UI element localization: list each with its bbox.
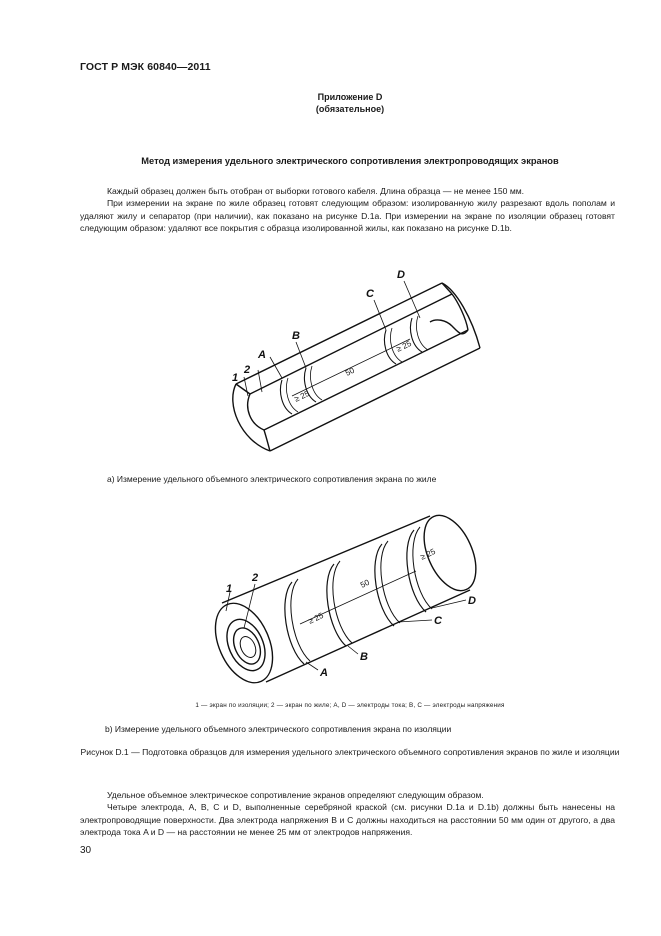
fig-b-bottom-edge bbox=[266, 590, 470, 682]
fig-b-electrode-A bbox=[285, 582, 304, 664]
closing-text bbox=[80, 789, 615, 838]
fig-a-label-C: C bbox=[366, 288, 374, 300]
fig-a-label-2: 2 bbox=[244, 364, 251, 376]
fig-a-label-A: A bbox=[258, 349, 266, 361]
fig-b-label-2: 2 bbox=[252, 572, 259, 584]
fig-a-dim-cd: ≥ 25 bbox=[394, 338, 413, 354]
fig-b-electrode-B bbox=[327, 564, 346, 646]
fig-b-electrode-D bbox=[407, 530, 426, 612]
figure-title: Рисунок D.1 — Подготовка образцов для измерения удельного электрического объемного сопротивления экранов по жиле и изоляции bbox=[80, 747, 620, 757]
intro-paragraph-2: При измерении на экране по жиле образец готовят следующим образом: изолированную жилу разрезают вдоль пополам и удаляют жилу и сепаратор (при наличии), как показано на рисунке D.1a. При измерении на экране по изоляции образец готовят следующим образом: удаляют все покрытия с образца изолированной жилы, как показано на рисунке D.1b. bbox=[80, 198, 615, 233]
closing-paragraph-1: Удельное объемное электрическое сопротивление экранов определяют следующим образом. bbox=[107, 790, 484, 800]
fig-b-label-1: 1 bbox=[226, 583, 233, 595]
figure-b-caption: b) Измерение удельного объемного электрического сопротивления экрана по изоляции bbox=[105, 724, 452, 734]
page-number: 30 bbox=[80, 845, 92, 856]
fig-b-label-C: C bbox=[434, 615, 442, 627]
intro-paragraph-1: Каждый образец должен быть отобран от выборки готового кабеля. Длина образца — не менее 150 мм. bbox=[107, 186, 525, 196]
closing-paragraph-2: Четыре электрода, A, B, C и D, выполненные серебряной краской (см. рисунки D.1a и D.1b) должны быть нанесены на электропроводящие поверхности. Два электрода напряжения B и C должны находиться на расстоянии 50 мм один от другого, а два электрода тока A и D — на расстоянии не менее 25 мм от электродов напряжения. bbox=[80, 802, 615, 837]
fig-b-label-B: B bbox=[360, 651, 368, 663]
fig-b-label-D: D bbox=[468, 595, 476, 607]
fig-b-label-A: A bbox=[320, 667, 328, 679]
fig-a-label-B: B bbox=[292, 330, 300, 342]
fig-b-dim-cd: ≥ 25 bbox=[418, 546, 437, 562]
fig-a-dim-ab: ≥ 25 bbox=[292, 388, 311, 404]
appendix-status: (обязательное) bbox=[315, 104, 385, 114]
fig-b-near-end bbox=[204, 594, 284, 691]
fig-a-label-D: D bbox=[397, 269, 405, 281]
fig-b-dim-bc: 50 bbox=[358, 577, 371, 590]
section-title: Метод измерения удельного электрического сопротивления электропроводящих экранов bbox=[141, 156, 559, 166]
appendix-title: Приложение D bbox=[317, 92, 383, 102]
figure-legend: 1 — экран по изоляции; 2 — экран по жиле; A, D — электроды тока; B, C — электроды напряжения bbox=[195, 702, 505, 709]
figure-a-caption: а) Измерение удельного объемного электрического сопротивления экрана по жиле bbox=[107, 474, 437, 484]
fig-a-label-1: 1 bbox=[232, 372, 239, 384]
document-header: ГОСТ Р МЭК 60840—2011 bbox=[80, 61, 211, 73]
fig-b-dim-ab: ≥ 25 bbox=[306, 610, 325, 626]
fig-a-dim-bc: 50 bbox=[343, 365, 356, 378]
